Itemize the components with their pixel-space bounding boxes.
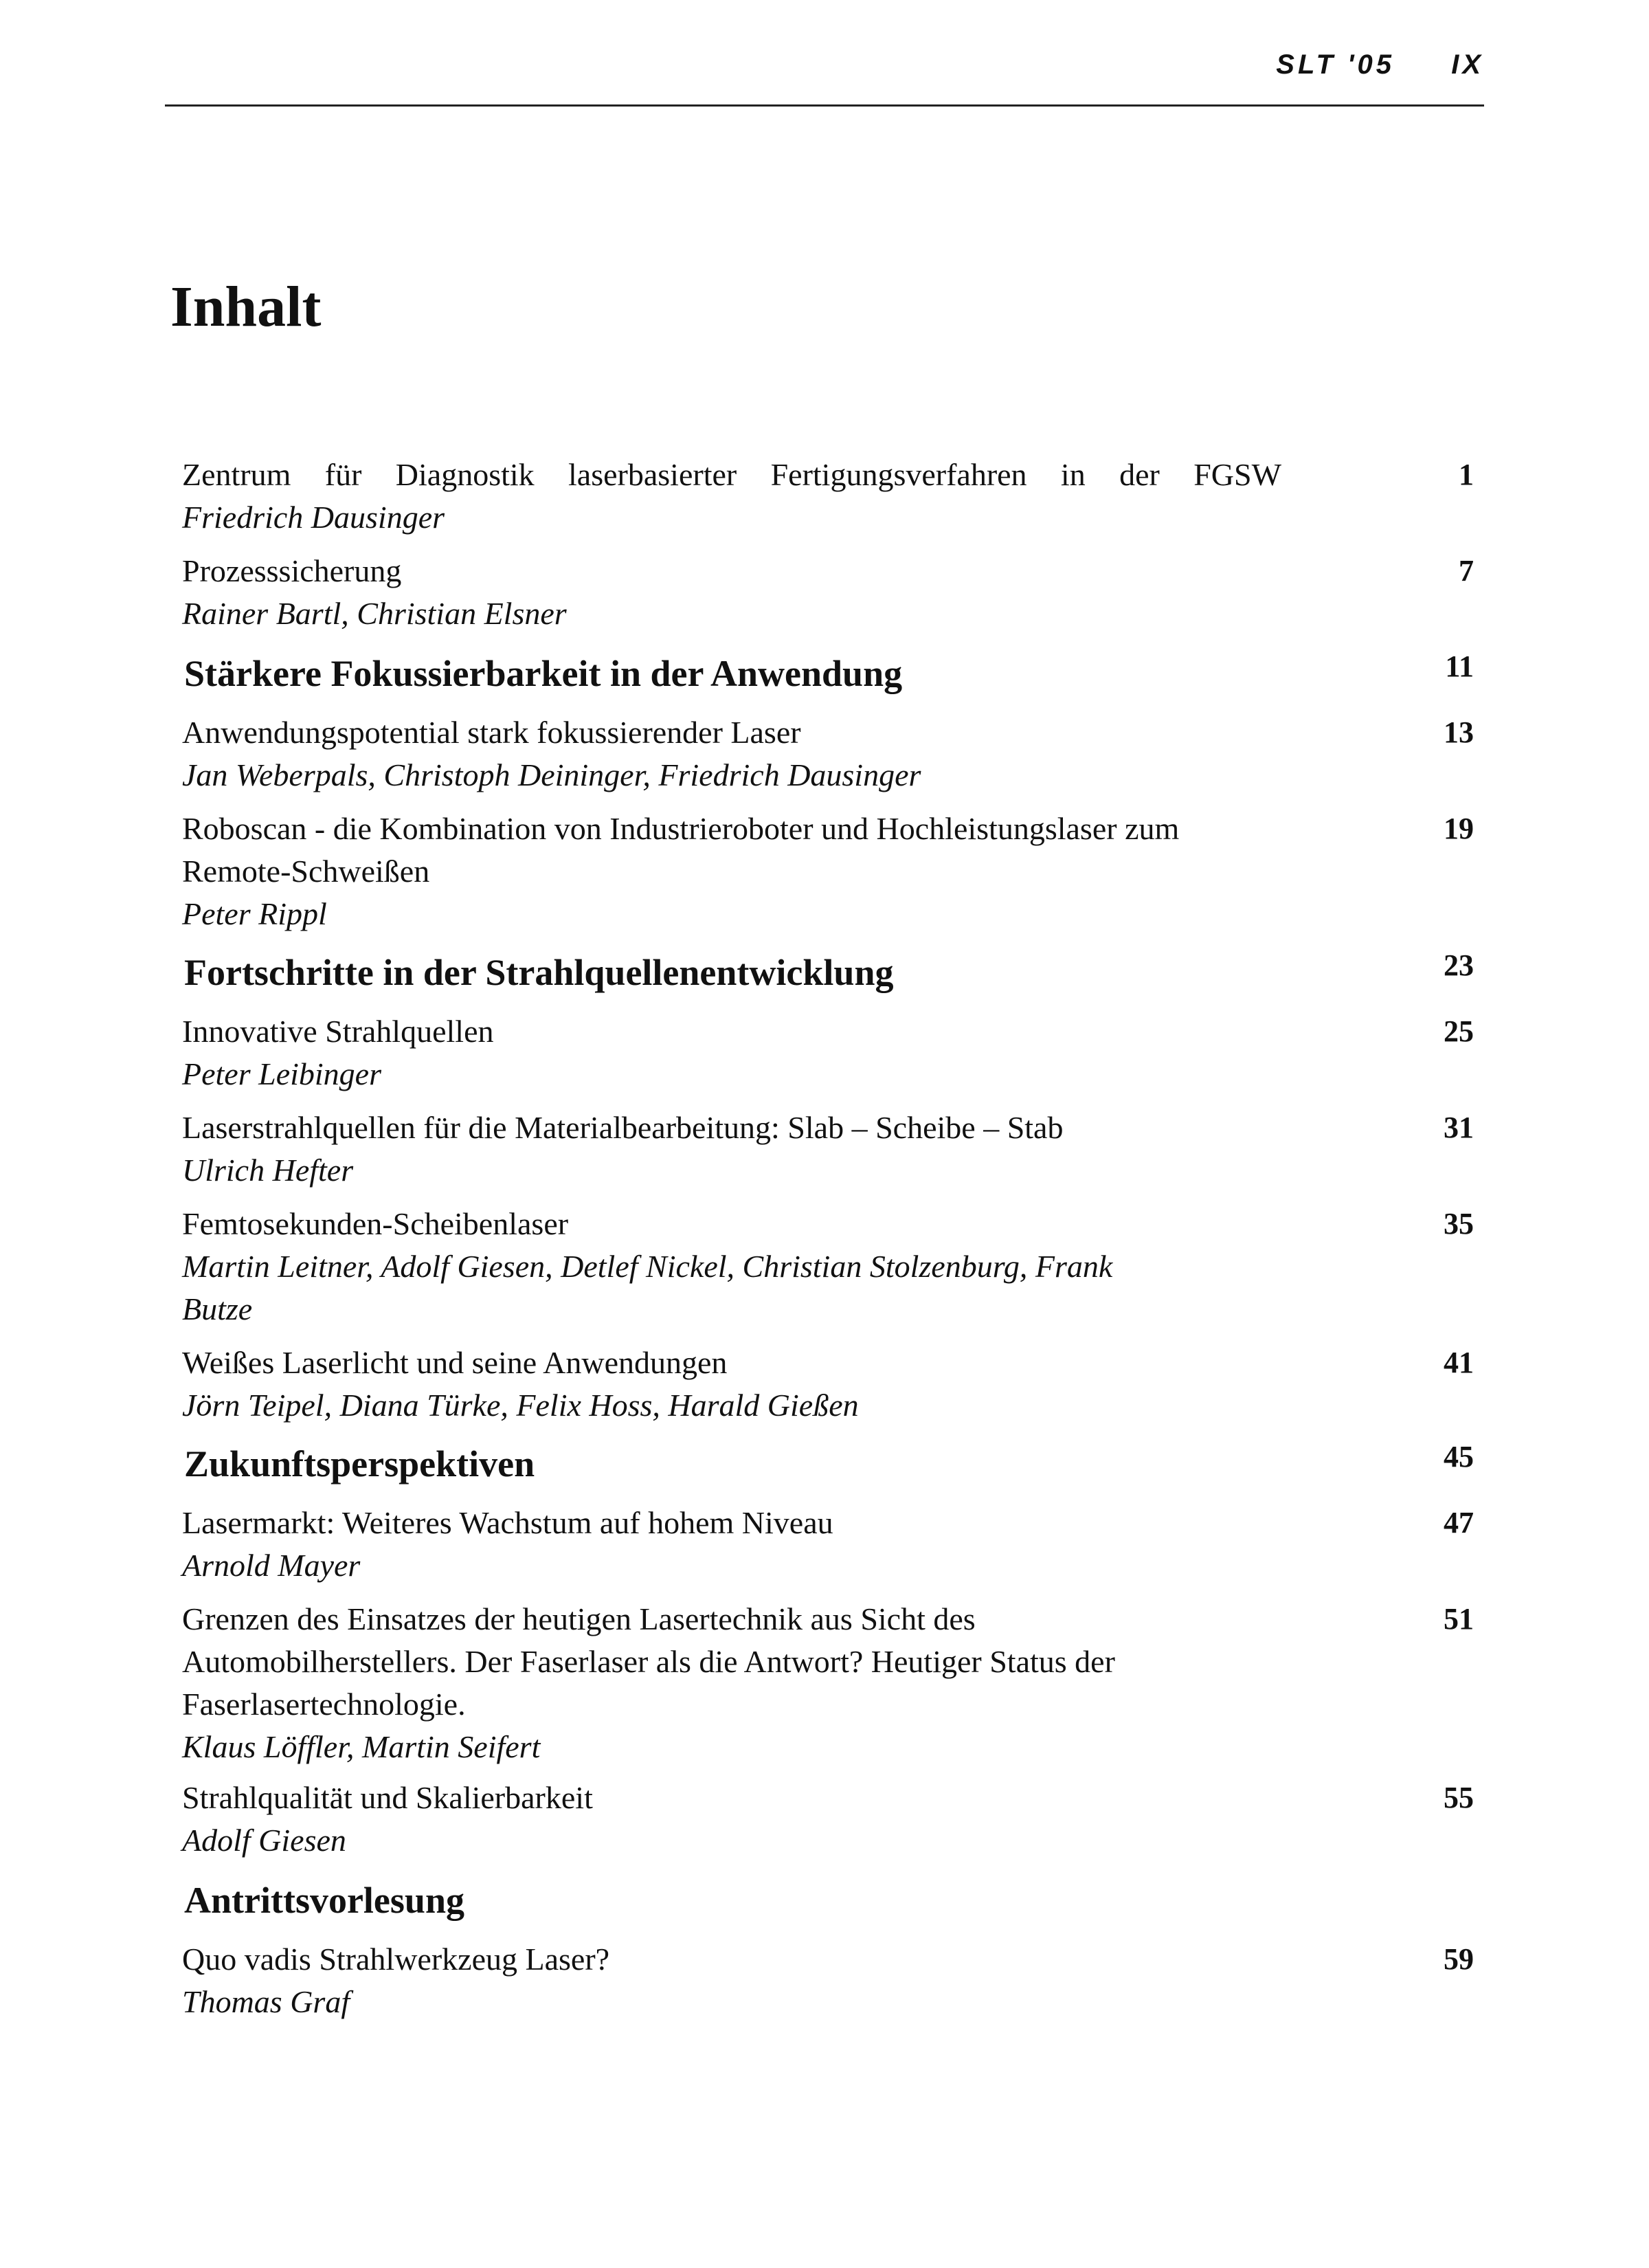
- entry-title: Femtosekunden-Scheibenlaser: [182, 1206, 569, 1241]
- entry-title: Roboscan - die Kombination von Industrieroboter und Hochleistungslaser zum Remote-Schweißen: [182, 811, 1180, 889]
- entry-authors: Arnold Mayer: [182, 1548, 361, 1583]
- toc-entry[interactable]: [182, 1203, 1474, 1331]
- toc-entry[interactable]: [182, 1502, 1474, 1587]
- entry-authors: Peter Rippl: [182, 896, 327, 931]
- entry-authors: Friedrich Dausinger: [182, 500, 445, 535]
- entry-page: 47: [1444, 1506, 1474, 1539]
- entry-authors: Peter Leibinger: [182, 1056, 381, 1091]
- entry-page: 25: [1444, 1014, 1474, 1048]
- entry-page: 7: [1459, 554, 1474, 588]
- entry-authors: Rainer Bartl, Christian Elsner: [182, 596, 567, 631]
- toc-entry[interactable]: [182, 1938, 1474, 2023]
- section-title: Antrittsvorlesung: [184, 1880, 464, 1921]
- entry-page: 31: [1444, 1111, 1474, 1144]
- toc-entry[interactable]: [182, 1598, 1474, 1768]
- toc-entry[interactable]: [182, 454, 1474, 539]
- entry-page: 19: [1444, 812, 1474, 845]
- toc-entry[interactable]: [182, 1107, 1474, 1192]
- entry-page: 55: [1444, 1781, 1474, 1814]
- entry-title: Laserstrahlquellen für die Materialbearbeitung: Slab – Scheibe – Stab: [182, 1110, 1064, 1145]
- section-title: Fortschritte in der Strahlquellenentwicklung: [184, 952, 894, 993]
- entry-title: Lasermarkt: Weiteres Wachstum auf hohem Niveau: [182, 1505, 833, 1540]
- toc-entry[interactable]: [182, 808, 1474, 935]
- section-page: 11: [1445, 649, 1474, 683]
- toc-entry[interactable]: [182, 1342, 1474, 1427]
- entry-authors: Thomas Graf: [182, 1984, 350, 2019]
- entry-title: Strahlqualität und Skalierbarkeit: [182, 1780, 593, 1815]
- section-title: Stärkere Fokussierbarkeit in der Anwendung: [184, 653, 903, 694]
- entry-title: Prozesssicherung: [182, 553, 402, 588]
- journal-header: SLT '05: [1276, 49, 1395, 80]
- roman-page-number: IX: [1451, 49, 1484, 80]
- entry-title: Grenzen des Einsatzes der heutigen Lasertechnik aus Sicht des Automobilherstellers. Der Faserlaser als die Antwort? Heutiger Status der Faserlasertechnologie.: [182, 1601, 1115, 1722]
- entry-authors: Ulrich Hefter: [182, 1153, 354, 1188]
- entry-authors: Adolf Giesen: [182, 1823, 346, 1858]
- section-title: Zukunftsperspektiven: [184, 1443, 535, 1485]
- entry-page: 13: [1444, 715, 1474, 749]
- entry-page: 51: [1444, 1602, 1474, 1636]
- section-page: 23: [1444, 948, 1474, 982]
- toc-entry[interactable]: [182, 711, 1474, 797]
- page-title: Inhalt: [170, 275, 322, 339]
- entry-page: 35: [1444, 1207, 1474, 1241]
- toc-entry[interactable]: [182, 1010, 1474, 1096]
- entry-page: 41: [1444, 1346, 1474, 1379]
- entry-page: 59: [1444, 1942, 1474, 1976]
- section-heading[interactable]: [184, 948, 1474, 997]
- entry-authors: Klaus Löffler, Martin Seifert: [182, 1729, 541, 1764]
- entry-title: Zentrum für Diagnostik laserbasierter Fertigungsverfahren in der FGSW: [182, 457, 1281, 492]
- toc-entry[interactable]: [182, 550, 1474, 635]
- entry-page: 1: [1459, 458, 1474, 491]
- section-page: 45: [1444, 1440, 1474, 1474]
- entry-authors: Jan Weberpals, Christoph Deininger, Friedrich Dausinger: [182, 757, 921, 792]
- entry-title: Quo vadis Strahlwerkzeug Laser?: [182, 1942, 610, 1977]
- entry-title: Innovative Strahlquellen: [182, 1014, 494, 1049]
- entry-title: Anwendungspotential stark fokussierender Laser: [182, 715, 801, 750]
- section-heading[interactable]: [184, 1876, 1474, 1924]
- section-heading[interactable]: [184, 649, 1474, 698]
- section-heading[interactable]: [184, 1440, 1474, 1488]
- toc-entry[interactable]: [182, 1777, 1474, 1862]
- running-head: [165, 49, 1484, 107]
- entry-authors: Martin Leitner, Adolf Giesen, Detlef Nickel, Christian Stolzenburg, Frank Butze: [182, 1249, 1113, 1326]
- entry-authors: Jörn Teipel, Diana Türke, Felix Hoss, Harald Gießen: [182, 1388, 859, 1423]
- entry-title: Weißes Laserlicht und seine Anwendungen: [182, 1345, 728, 1380]
